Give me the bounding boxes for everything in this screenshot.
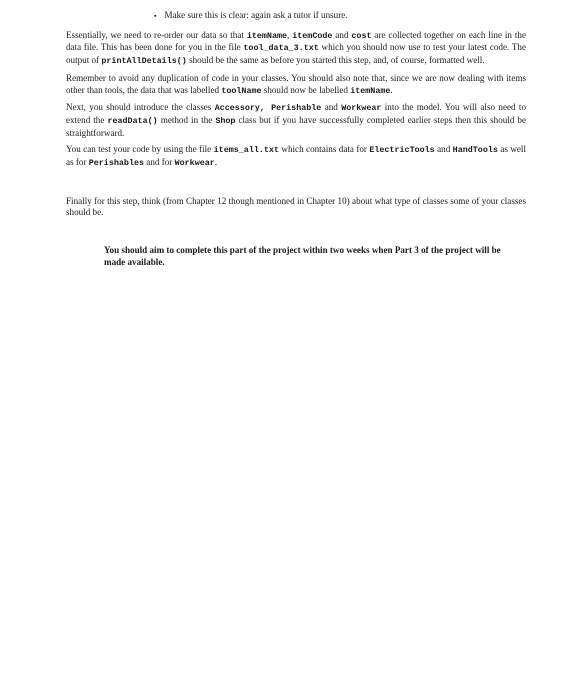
- code-toolname: toolName: [221, 85, 262, 96]
- bullet-square-icon: ▪: [154, 12, 157, 20]
- code-workwear: Workwear: [341, 103, 382, 114]
- paragraph-test-code: [66, 144, 526, 169]
- text-run: and: [332, 29, 352, 40]
- code-workwear: Workwear: [174, 158, 215, 169]
- code-itemcode: itemCode: [292, 30, 333, 41]
- text-run: Remember to avoid any duplication of code in your classes. You should also note that, since we are now dealing with items other than tools, the data that was labelled: [66, 72, 526, 95]
- paragraph-reorder-data: [66, 30, 526, 68]
- paragraph-spacer: [66, 175, 526, 196]
- code-electrictools: ElectricTools: [369, 145, 435, 156]
- text-run: and: [321, 102, 342, 113]
- closing-note: You should aim to complete this part of the project within two weeks when Part 3 of the project will be made available.: [104, 245, 501, 267]
- paragraph-avoid-duplication: [66, 73, 526, 97]
- text-run: .: [214, 157, 218, 168]
- text-run: method in the: [157, 114, 216, 125]
- text-run: which you should now use to test your latest code. The output of: [66, 42, 526, 66]
- code-itemname: itemName: [246, 30, 288, 41]
- text-run: ,: [287, 29, 293, 40]
- bullet-text: Make sure this is clear: again ask a tutor if unsure.: [164, 10, 348, 20]
- text-run: Essentially, we need to re-order our data so that: [66, 29, 247, 40]
- paragraph-introduce-classes: [66, 102, 526, 139]
- code-cost: cost: [351, 30, 372, 41]
- text-run: should be the same as before you started this step, and, of course, formatted well.: [186, 55, 485, 66]
- code-tool-data-file: tool_data_3.txt: [243, 43, 319, 54]
- code-items-all-file: items_all.txt: [213, 145, 279, 156]
- text-run: which contains data for: [278, 144, 370, 155]
- text-run: as well as for: [66, 144, 526, 168]
- text-run: .: [390, 84, 393, 95]
- text-run: and: [434, 144, 453, 155]
- text-run: into the model. You will also need to extend the: [66, 102, 526, 125]
- code-accessory-perishable: Accessory, Perishable: [214, 103, 322, 114]
- code-readdata: readData(): [107, 115, 158, 126]
- code-printalldetails: printAllDetails(): [101, 56, 187, 67]
- bullet-item: [154, 10, 526, 23]
- code-itemname: itemName: [350, 85, 391, 96]
- code-handtools: HandTools: [452, 145, 498, 156]
- text-run: should now be labelled: [261, 84, 351, 95]
- paragraph-spacer: [66, 224, 526, 245]
- text-run: are collected together on each line in the data file. This has been done for you in the file: [66, 29, 526, 53]
- text-run: class but if you have successfully completed earlier steps then this should be straightforward.: [66, 114, 526, 138]
- code-shop: Shop: [215, 115, 236, 126]
- code-perishables: Perishables: [88, 158, 145, 169]
- text-run: and for: [144, 157, 175, 168]
- text-run: Next, you should introduce the classes: [66, 102, 215, 113]
- text-run: You can test your code by using the file: [66, 144, 214, 155]
- document-body: [66, 10, 526, 269]
- paragraph-finally: Finally for this step, think (from Chapter 12 though mentioned in Chapter 10) about what type of classes some of your classes should be.: [66, 195, 526, 218]
